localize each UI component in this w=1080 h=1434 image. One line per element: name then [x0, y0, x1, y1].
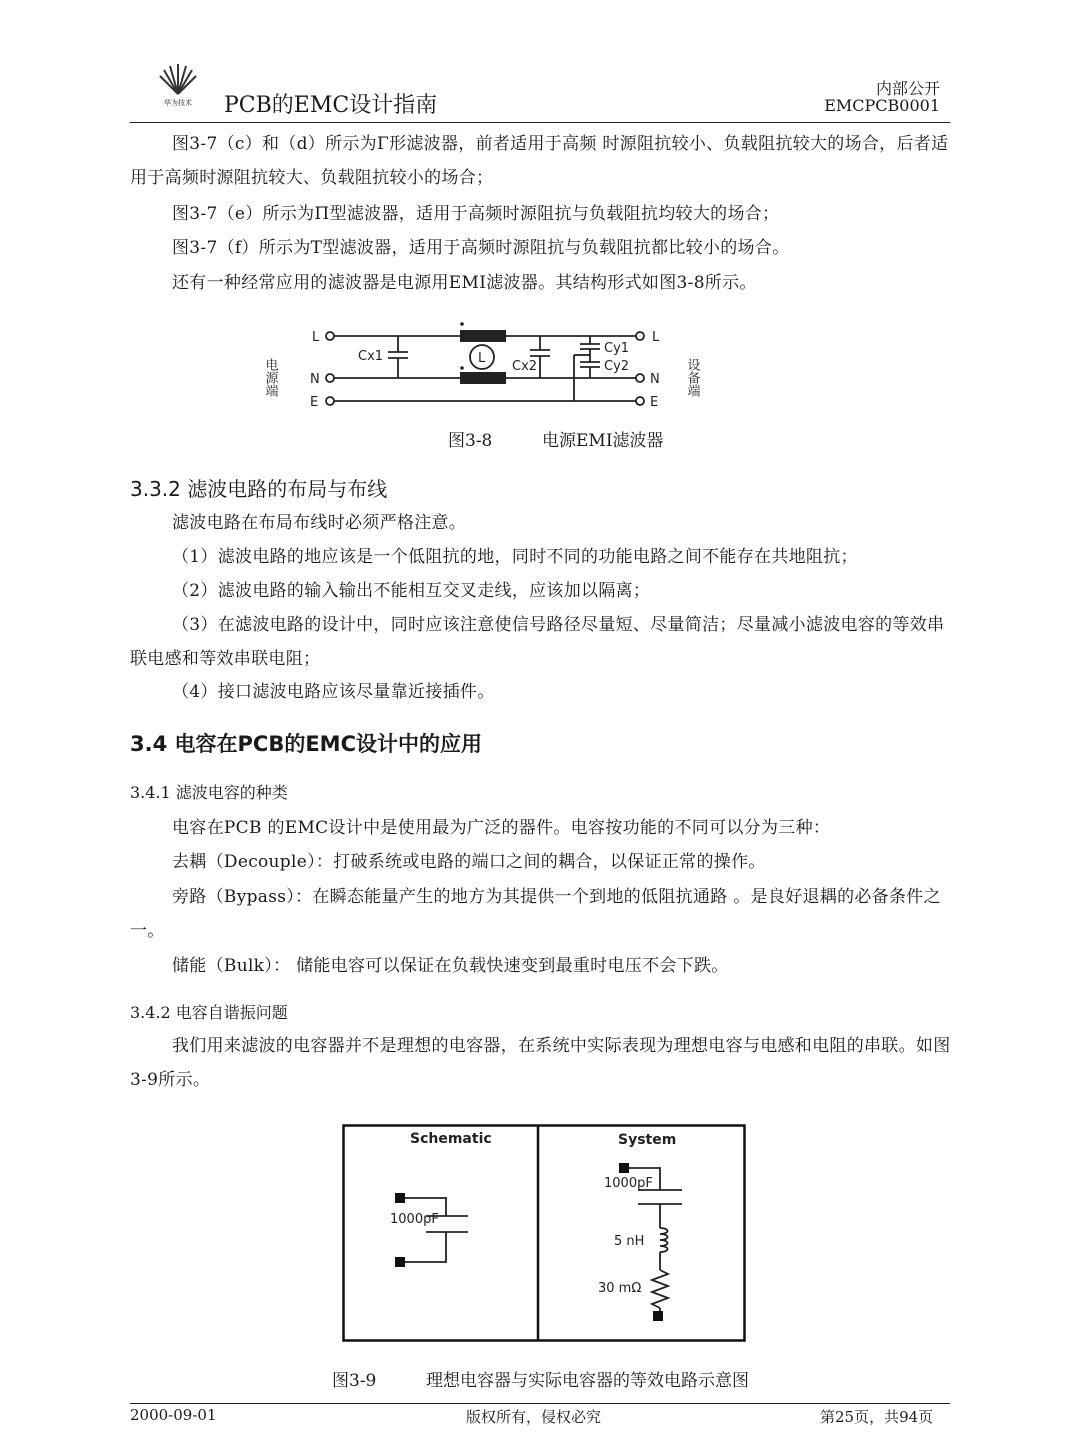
paragraph: 储能（Bulk）： 储能电容可以保证在负载快速变到最重时电压不会下跌。: [172, 956, 729, 976]
section-3-4-heading: 3.4 电容在PCB的EMC设计中的应用: [130, 732, 482, 756]
list-item: （2）滤波电路的输入输出不能相互交叉走线，应该加以隔离；: [172, 581, 651, 601]
line-l-right-label: L: [652, 330, 660, 345]
inductance-value: 5 nH: [614, 1234, 645, 1249]
section-3-3-2-heading: 3.3.2 滤波电路的布局与布线: [130, 477, 388, 501]
header-classification: 内部公开: [875, 79, 940, 98]
section-3-4-2-heading: 3.4.2 电容自谐振问题: [130, 1003, 288, 1022]
figure-3-8-caption-number: 图3-8: [448, 431, 493, 451]
paragraph: 我们用来滤波的电容器并不是理想的电容器，在系统中实际表现为理想电容与电感和电阻的串联。如图3-9所示。: [130, 1036, 951, 1090]
figure-3-8-caption-text: 电源EMI滤波器: [542, 431, 664, 451]
logo-petals-icon: [152, 62, 204, 108]
list-item: （1）滤波电路的地应该是一个低阻抗的地，同时不同的功能电路之间不能存在共地阻抗；: [172, 547, 858, 567]
list-item: （4）接口滤波电路应该尽量靠近接插件。: [172, 682, 495, 702]
header-doc-id: EMCPCB0001: [824, 96, 940, 115]
ideal-cap-value: 1000pF: [390, 1212, 439, 1227]
cy2-label: Cy2: [604, 359, 630, 374]
header-rule: [130, 122, 950, 123]
line-e-right-label: E: [650, 395, 659, 410]
cx2-label: Cx2: [512, 359, 538, 374]
line-n-left-label: N: [310, 372, 320, 387]
inductor-label: L: [478, 351, 486, 366]
footer-date: 2000-09-01: [130, 1406, 217, 1424]
paragraph: 滤波电路在布局布线时必须严格注意。: [172, 513, 467, 533]
figure-3-9-caption-number: 图3-9: [332, 1371, 377, 1391]
figure-3-8-emi-filter: [260, 318, 720, 418]
footer-copyright: 版权所有，侵权必究: [466, 1408, 602, 1426]
schematic-title: Schematic: [410, 1131, 492, 1147]
system-title: System: [618, 1132, 677, 1148]
paragraph: 旁路（Bypass）：在瞬态能量产生的地方为其提供一个到地的低阻抗通路 。是良好退耦的必备条件之一。: [130, 887, 941, 941]
paragraph: 图3-7（f）所示为T型滤波器，适用于高频时源阻抗与负载阻抗都比较小的场合。: [172, 238, 790, 258]
paragraph: 还有一种经常应用的滤波器是电源用EMI滤波器。其结构形式如图3-8所示。: [172, 273, 757, 293]
footer-page-number: 第25页，共94页: [820, 1408, 934, 1426]
cx1-label: Cx1: [358, 349, 384, 364]
header-title: PCB的EMC设计指南: [224, 93, 438, 118]
logo-text: 华为技术: [164, 99, 192, 107]
paragraph: 去耦（Decouple）：打破系统或电路的端口之间的耦合，以保证正常的操作。: [172, 852, 766, 872]
company-logo: [152, 62, 204, 108]
real-cap-value: 1000pF: [604, 1176, 653, 1191]
line-l-left-label: L: [312, 330, 320, 345]
resistance-value: 30 mΩ: [598, 1281, 642, 1296]
paragraph: 图3-7（c）和（d）所示为Γ形滤波器，前者适用于高频 时源阻抗较小、负载阻抗较大的场合，后者适用于高频时源阻抗较大、负载阻抗较小的场合；: [130, 134, 949, 188]
footer-rule: [130, 1403, 950, 1404]
paragraph: 电容在PCB 的EMC设计中是使用最为广泛的器件。电容按功能的不同可以分为三种：: [172, 818, 831, 838]
figure-3-9-caption-text: 理想电容器与实际电容器的等效电路示意图: [426, 1371, 749, 1391]
paragraph: 图3-7（e）所示为Π型滤波器，适用于高频时源阻抗与负载阻抗均较大的场合；: [172, 204, 780, 224]
cy1-label: Cy1: [604, 341, 630, 356]
device-side-label: 设备端: [684, 358, 700, 397]
source-side-label: 电源端: [262, 358, 278, 397]
line-n-right-label: N: [650, 372, 660, 387]
line-e-left-label: E: [310, 395, 319, 410]
section-3-4-1-heading: 3.4.1 滤波电容的种类: [130, 783, 288, 802]
list-item: （3）在滤波电路的设计中，同时应该注意使信号路径尽量短、尽量简洁；尽量减小滤波电容的等效串联电感和等效串联电阻；: [130, 615, 945, 669]
figure-3-9-capacitor-model: [342, 1124, 746, 1342]
